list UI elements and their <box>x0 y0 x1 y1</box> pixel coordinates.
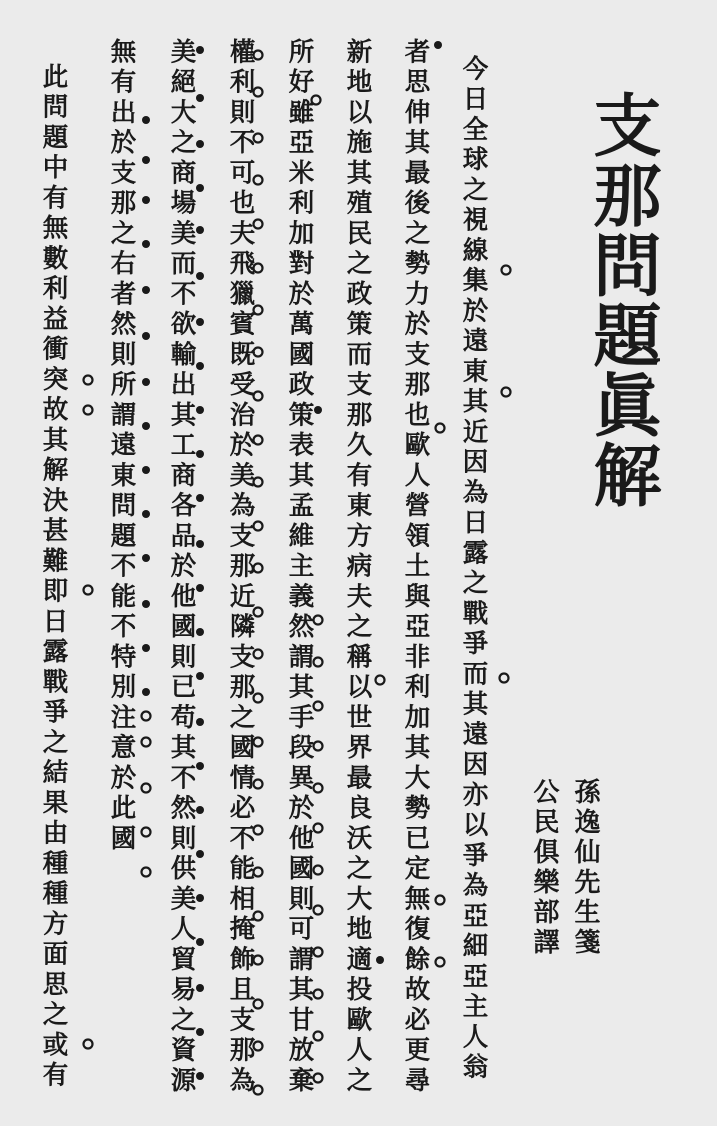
emphasis-circle <box>314 990 323 999</box>
author-line: 孫逸仙先生箋 <box>570 778 600 958</box>
emphasis-dot <box>196 362 204 370</box>
emphasis-circle <box>142 828 151 837</box>
emphasis-circle <box>254 912 263 921</box>
emphasis-circle <box>314 616 323 625</box>
emphasis-circle <box>254 392 263 401</box>
emphasis-dot <box>196 540 204 548</box>
emphasis-circle <box>314 702 323 711</box>
emphasis-circle <box>254 220 263 229</box>
emphasis-dot <box>196 938 204 946</box>
emphasis-dot <box>196 894 204 902</box>
emphasis-dot <box>196 984 204 992</box>
emphasis-circle <box>314 906 323 915</box>
emphasis-dot <box>196 406 204 414</box>
emphasis-circle <box>254 306 263 315</box>
emphasis-dot <box>142 422 150 430</box>
body-column: 美絕大之商場美而不欲輸出其工商各品於他國則已苟其不然則供美人貿易之資源 <box>166 38 197 1097</box>
emphasis-dot <box>376 956 384 964</box>
emphasis-dot <box>196 718 204 726</box>
emphasis-circle <box>142 712 151 721</box>
emphasis-circle <box>436 896 445 905</box>
emphasis-dot <box>142 332 150 340</box>
emphasis-circle <box>314 1032 323 1041</box>
emphasis-circle <box>254 1042 263 1051</box>
body-column: 權利則不可也夫飛獵賓既受治於美為支那近隣支那之國情必不能相掩飾且支那為 <box>225 38 256 1097</box>
body-column: 新地以施其殖民之政策而支那久有東方病夫之稱以世界最良沃之大地適投歐人之 <box>342 38 373 1097</box>
emphasis-dot <box>142 644 150 652</box>
emphasis-circle <box>254 608 263 617</box>
emphasis-circle <box>84 376 93 385</box>
emphasis-circle <box>254 868 263 877</box>
emphasis-dot <box>196 672 204 680</box>
emphasis-circle <box>314 658 323 667</box>
emphasis-circle <box>314 824 323 833</box>
emphasis-circle <box>84 586 93 595</box>
emphasis-circle <box>142 868 151 877</box>
emphasis-circle <box>436 424 445 433</box>
emphasis-circle <box>500 674 509 683</box>
emphasis-dot <box>196 94 204 102</box>
emphasis-circle <box>142 784 151 793</box>
emphasis-circle <box>254 436 263 445</box>
emphasis-dot <box>196 584 204 592</box>
emphasis-circle <box>84 406 93 415</box>
emphasis-circle <box>314 742 323 751</box>
emphasis-circle <box>436 958 445 967</box>
emphasis-circle <box>254 1000 263 1009</box>
emphasis-circle <box>312 96 321 105</box>
emphasis-circle <box>254 564 263 573</box>
emphasis-dot <box>142 240 150 248</box>
emphasis-dot <box>196 806 204 814</box>
emphasis-circle <box>254 956 263 965</box>
body-column: 今日全球之視線集於遠東其近因為日露之戰爭而其遠因亦以爭為亞細亞主人翁 <box>458 55 489 1084</box>
article-title: 支那問題眞解 <box>582 90 662 510</box>
emphasis-dot <box>196 628 204 636</box>
emphasis-circle <box>502 388 511 397</box>
emphasis-dot <box>314 406 322 414</box>
emphasis-circle <box>254 522 263 531</box>
emphasis-circle <box>254 134 263 143</box>
emphasis-dot <box>196 226 204 234</box>
emphasis-dot <box>142 600 150 608</box>
emphasis-circle <box>254 88 263 97</box>
emphasis-dot <box>196 46 204 54</box>
emphasis-dot <box>196 1028 204 1036</box>
emphasis-dot <box>142 510 150 518</box>
emphasis-dot <box>196 184 204 192</box>
emphasis-dot <box>142 196 150 204</box>
emphasis-dot <box>142 286 150 294</box>
emphasis-circle <box>254 826 263 835</box>
emphasis-dot <box>142 156 150 164</box>
emphasis-circle <box>84 1040 93 1049</box>
body-column: 此問題中有無數利益衝突故其解決甚難即日露戰爭之結果由種種方面思之或有 <box>38 63 69 1092</box>
emphasis-circle <box>254 694 263 703</box>
emphasis-circle <box>254 1086 263 1095</box>
emphasis-circle <box>314 1074 323 1083</box>
emphasis-circle <box>254 478 263 487</box>
emphasis-dot <box>196 850 204 858</box>
emphasis-dot <box>196 140 204 148</box>
emphasis-circle <box>254 176 263 185</box>
emphasis-dot <box>142 554 150 562</box>
body-column: 者思伸其最後之勢力於支那也歐人營領土與亞非利加其大勢已定無復餘故必更尋 <box>400 38 431 1097</box>
emphasis-circle <box>254 780 263 789</box>
emphasis-dot <box>142 688 150 696</box>
emphasis-dot <box>434 41 442 49</box>
emphasis-dot <box>196 318 204 326</box>
emphasis-circle <box>142 738 151 747</box>
emphasis-circle <box>376 676 385 685</box>
emphasis-circle <box>254 348 263 357</box>
emphasis-circle <box>254 51 263 60</box>
emphasis-circle <box>502 266 511 275</box>
emphasis-dot <box>196 450 204 458</box>
emphasis-dot <box>142 466 150 474</box>
emphasis-dot <box>142 378 150 386</box>
emphasis-circle <box>314 866 323 875</box>
emphasis-dot <box>196 762 204 770</box>
emphasis-circle <box>314 784 323 793</box>
translator-line: 公民俱樂部譯 <box>529 778 559 958</box>
emphasis-dot <box>196 272 204 280</box>
emphasis-circle <box>254 650 263 659</box>
body-column: 無有出於支那之右者然則所謂遠東問題不能不特別注意於此國 <box>106 38 137 855</box>
body-column: 所好雖亞米利加對於萬國政策表其孟維主義然謂其手段異於他國則可謂其甘放棄 <box>284 38 315 1097</box>
emphasis-dot <box>142 116 150 124</box>
emphasis-dot <box>196 494 204 502</box>
emphasis-dot <box>196 1072 204 1080</box>
emphasis-circle <box>254 738 263 747</box>
emphasis-circle <box>314 948 323 957</box>
emphasis-circle <box>254 264 263 273</box>
